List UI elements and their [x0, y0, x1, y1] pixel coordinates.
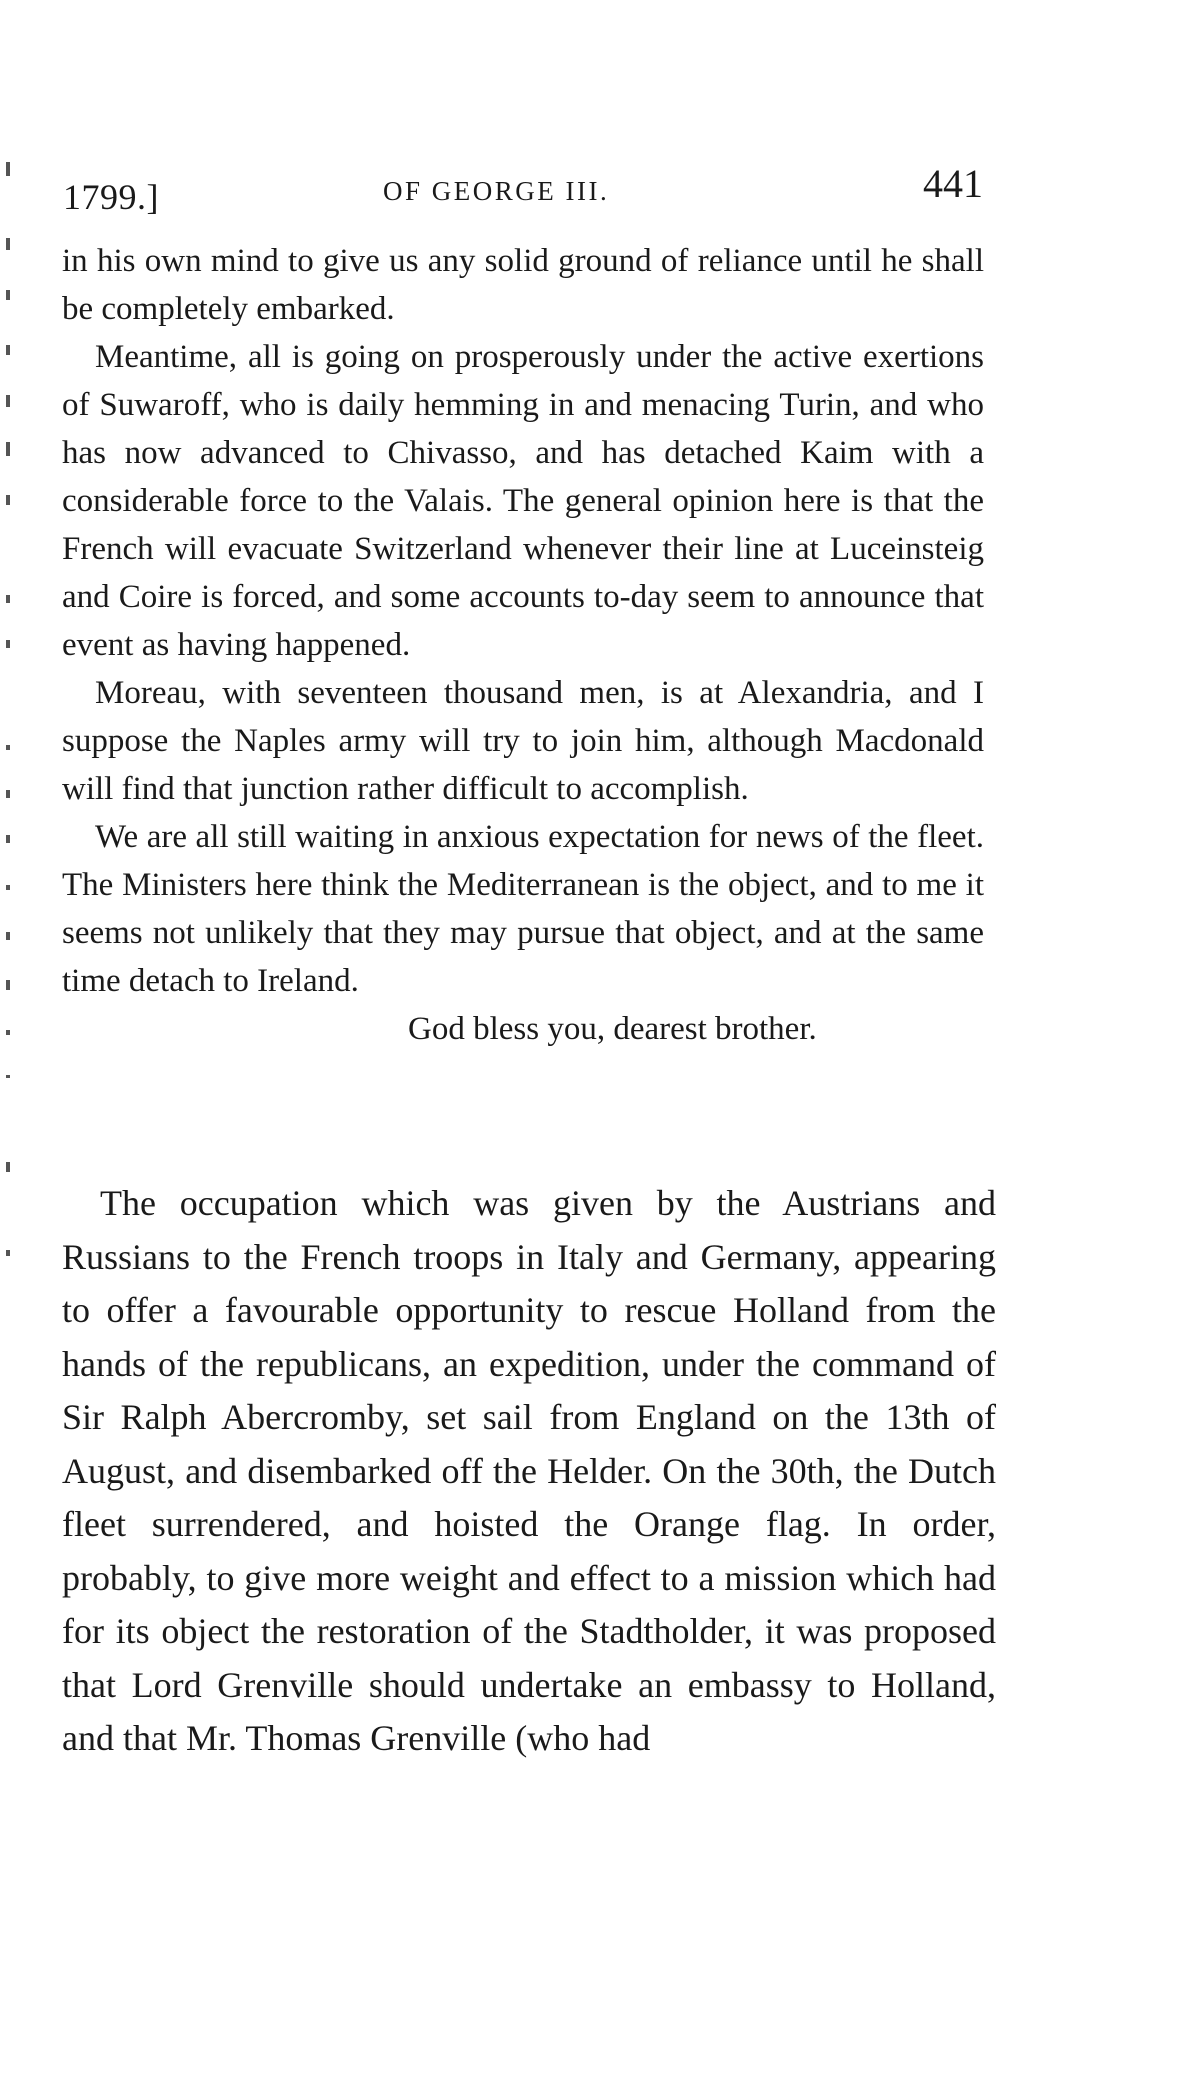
gutter-mark — [6, 290, 10, 300]
gutter-mark — [6, 595, 10, 603]
header-year: 1799.] — [63, 177, 159, 217]
gutter-mark — [6, 1075, 10, 1078]
letter-paragraph: Moreau, with seventeen thousand men, is at Alexandria, and I suppose the Naples army will try to join him, although Macdonald will find that junction rather difficult to accomplish. — [62, 675, 984, 807]
gutter-mark — [6, 790, 10, 798]
gutter-marks — [6, 150, 22, 1350]
gutter-mark — [6, 495, 10, 505]
gutter-mark — [6, 162, 10, 176]
gutter-mark — [6, 835, 10, 843]
narrative-text — [62, 1177, 996, 1766]
letter-paragraph: Meantime, all is going on prosperously under the active exertions of Suwaroff, who is daily hemming in and menacing Turin, and who has now advanced to Chivasso, and has detached Kaim with a considerable force to the Valais. The general opinion here is that the French will evacuate Switzerland whenever their line at Luceinsteig and Coire is forced, and some accounts to-day seem to announce that event as having happened. — [62, 339, 984, 663]
gutter-mark — [6, 395, 10, 407]
letter-paragraph: in his own mind to give us any solid ground of reliance until he shall be completely embarked. — [62, 243, 984, 327]
gutter-mark — [6, 1162, 10, 1172]
letter-text — [62, 237, 984, 1053]
running-title: OF GEORGE III. — [383, 176, 610, 206]
gutter-mark — [6, 1030, 10, 1035]
narrative-paragraph: The occupation which was given by the Austrians and Russians to the French troops in Italy and Germany, appearing to offer a favourable opportunity to rescue Holland from the hands of the republicans, an expedition, under the command of Sir Ralph Abercromby, set sail from England on the 13th of August, and disembarked off the Helder. On the 30th, the Dutch fleet surrendered, and hoisted the Orange flag. In order, probably, to give more weight and effect to a mission which had for its object the restoration of the Stadtholder, it was proposed that Lord Grenville should undertake an embassy to Holland, and that Mr. Thomas Grenville (who had — [62, 1183, 996, 1758]
gutter-mark — [6, 1250, 10, 1256]
letter-closing: God bless you, dearest brother. — [408, 1011, 817, 1047]
running-header — [63, 161, 983, 218]
gutter-mark — [6, 885, 10, 890]
gutter-mark — [6, 640, 10, 648]
gutter-mark — [6, 932, 10, 940]
page-number: 441 — [923, 161, 983, 206]
letter-paragraph: We are all still waiting in anxious expectation for news of the fleet. The Ministers here think the Mediterranean is the object, and to me it seems not unlikely that they may pursue that object, and at the same time detach to Ireland. — [62, 819, 984, 999]
gutter-mark — [6, 238, 10, 250]
gutter-mark — [6, 345, 10, 355]
gutter-mark — [6, 745, 10, 750]
gutter-mark — [6, 980, 10, 990]
gutter-mark — [6, 442, 10, 456]
